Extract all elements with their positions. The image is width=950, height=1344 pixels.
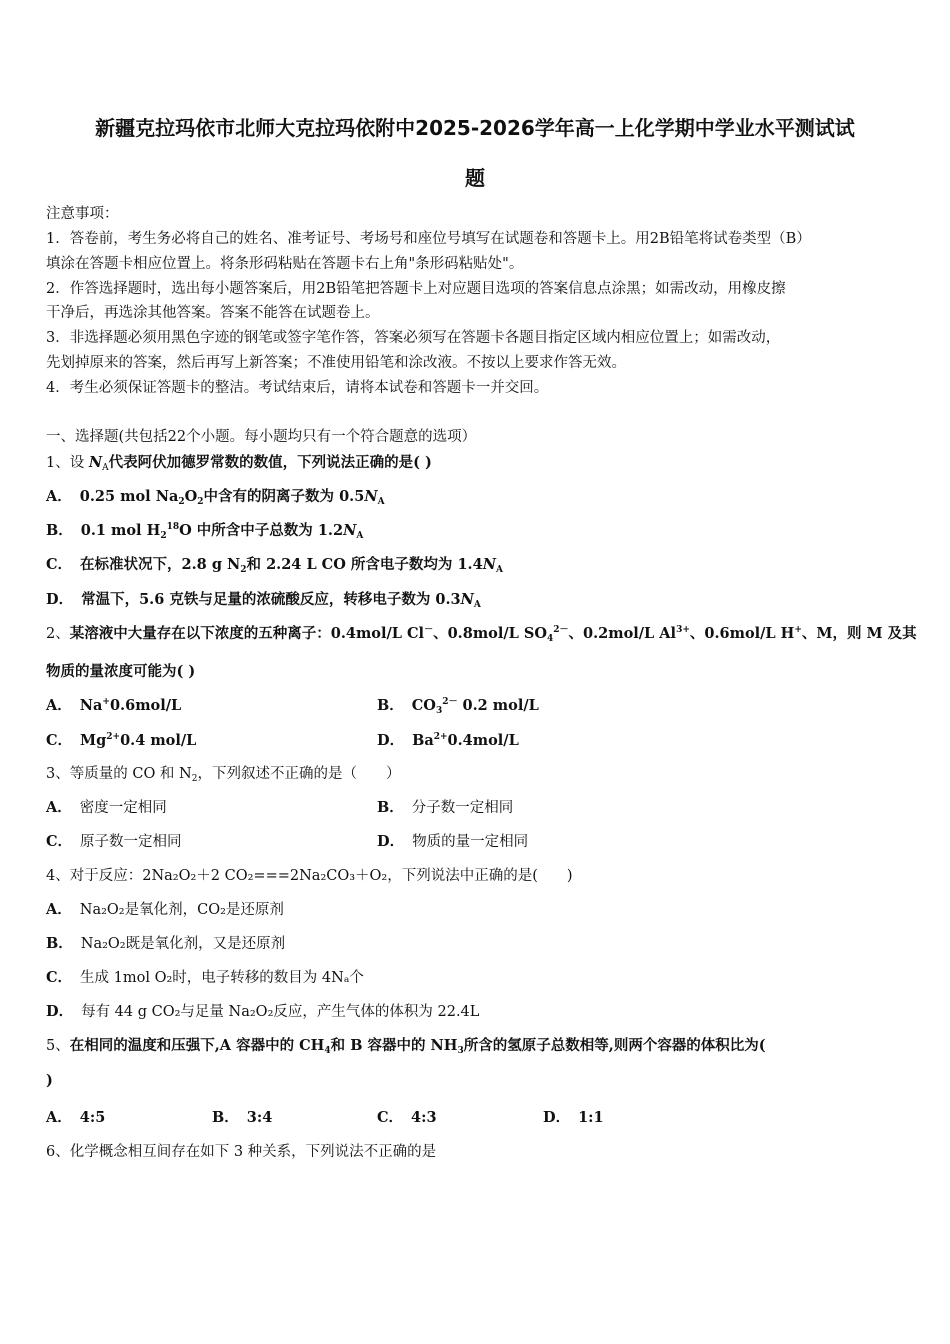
question-4-option-c[interactable]: C． 生成 1mol O₂时，电子转移的数目为 4Nₐ个 (46, 969, 364, 986)
question-4-option-a[interactable]: A． Na₂O₂是氧化剂，CO₂是还原剂 (46, 901, 284, 918)
question-1-option-d[interactable]: D． 常温下，5.6 克铁与足量的浓硫酸反应，转移电子数为 $0.3N_A$ (46, 591, 481, 610)
question-1-option-c[interactable]: C． 在标准状况下，2.8 g $N_2$和 2.24 L CO 所含电子数均为 $1.4N_A$ (46, 556, 503, 575)
page-title-continued: 题 (465, 166, 485, 190)
question-5-option-b[interactable]: B． 3:4 (212, 1109, 273, 1126)
question-5-option-d[interactable]: D． 1:1 (543, 1109, 604, 1126)
notice-line: 3．非选择题必须用黑色字迹的钢笔或签字笔作答，答案必须写在答题卡各题目指定区域内相应位置上；如需改动， (46, 330, 781, 346)
question-3-option-d[interactable]: D． 物质的量一定相同 (377, 833, 529, 850)
question-2-option-b[interactable]: B． $CO_3^{2-}$ 0.2 mol/L (377, 697, 539, 716)
question-4-stem: 4、对于反应：2Na₂O₂＋2 CO₂===2Na₂CO₃＋O₂，下列说法中正确的是( ) (46, 868, 573, 884)
question-5-option-c[interactable]: C． 4:3 (377, 1109, 437, 1126)
notice-line: 2．作答选择题时，选出每小题答案后，用2B铅笔把答题卡上对应题目选项的答案信息点涂黑；如需改动，用橡皮擦 (46, 281, 786, 297)
notice-line: 1．答卷前，考生务必将自己的姓名、准考证号、考场号和座位号填写在试题卷和答题卡上。用2B铅笔将试卷类型（B） (46, 231, 811, 247)
question-3-stem: 3、等质量的 CO 和 $N_2$，下列叙述不正确的是（ ） (46, 766, 401, 784)
notice-line: 干净后，再选涂其他答案。答案不能答在试题卷上。 (46, 305, 380, 321)
question-1-option-a[interactable]: A． 0.25 mol $Na_2O_2$中含有的阴离子数为 $0.5N_A$ (46, 488, 385, 507)
question-2-option-a[interactable]: A． Na+0.6mol/L (46, 697, 182, 714)
question-2-option-c[interactable]: C． $Mg^{2+}0.4$ mol/L (46, 732, 197, 749)
notice-line: 4．考生必须保证答题卡的整洁。考试结束后，请将本试卷和答题卡一并交回。 (46, 380, 549, 396)
question-3-option-a[interactable]: A． 密度一定相同 (46, 799, 167, 816)
question-5-option-a[interactable]: A． 4:5 (46, 1109, 106, 1126)
question-4-option-b[interactable]: B． Na₂O₂既是氧化剂，又是还原剂 (46, 935, 286, 952)
question-1-option-b[interactable]: B． 0.1 mol $H_2^{18}O$ 中所含中子总数为 $1.2N_A$ (46, 522, 364, 541)
question-2-stem-continued: 物质的量浓度可能为( ) (46, 663, 196, 680)
question-3-option-c[interactable]: C． 原子数一定相同 (46, 833, 182, 850)
question-5-stem: 5、在相同的温度和压强下,A 容器中的 $CH_4$和 B 容器中的 $NH_3$所含的氢原子总数相等,则两个容器的体积比为( (46, 1037, 766, 1056)
question-2-stem: 2、某溶液中大量存在以下浓度的五种离子：0.4mol/L Cl－、0.8mol/L $SO_4^{2-}$、0.2mol/L $Al^{3+}$、0.6mol/L H+、M，则 M 及其 (46, 625, 917, 644)
notice-line: 先划掉原来的答案，然后再写上新答案；不准使用铅笔和涂改液。不按以上要求作答无效。 (46, 355, 626, 371)
page-title: 新疆克拉玛依市北师大克拉玛依附中2025-2026学年高一上化学期中学业水平测试试 (95, 116, 855, 140)
question-3-option-b[interactable]: B． 分子数一定相同 (377, 799, 514, 816)
question-5-stem-continued: ) (46, 1072, 53, 1089)
question-6-stem: 6、化学概念相互间存在如下 3 种关系，下列说法不正确的是 (46, 1144, 437, 1160)
notice-heading: 注意事项： (46, 206, 119, 222)
question-1-stem: 1、设 $N_A$代表阿伏加德罗常数的数值，下列说法正确的是( ) (46, 454, 432, 473)
notice-line: 填涂在答题卡相应位置上。将条形码粘贴在答题卡右上角"条形码粘贴处"。 (46, 256, 524, 272)
section-heading: 一、选择题(共包括22个小题。每小题均只有一个符合题意的选项） (46, 429, 477, 445)
question-4-option-d[interactable]: D． 每有 44 g CO₂与足量 Na₂O₂反应，产生气体的体积为 22.4L (46, 1003, 480, 1020)
question-2-option-d[interactable]: D． $Ba^{2+}0.4mol/L$ (377, 732, 519, 749)
